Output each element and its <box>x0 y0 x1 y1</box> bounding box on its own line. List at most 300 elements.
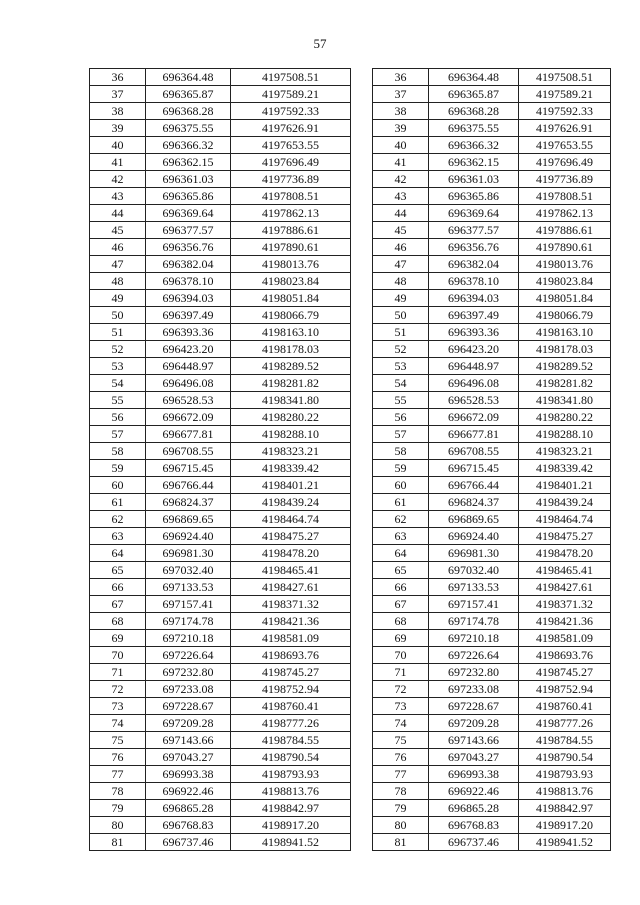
point-number-cell: 45 <box>90 222 146 239</box>
y-coordinate-cell: 4198281.82 <box>519 375 611 392</box>
point-number-cell: 47 <box>90 256 146 273</box>
point-number-cell: 69 <box>90 630 146 647</box>
x-coordinate-cell: 696677.81 <box>429 426 519 443</box>
point-number-cell: 79 <box>373 800 429 817</box>
x-coordinate-cell: 696766.44 <box>146 477 231 494</box>
point-number-cell: 73 <box>373 698 429 715</box>
y-coordinate-cell: 4197589.21 <box>231 86 351 103</box>
table-row <box>373 817 611 834</box>
table-row <box>90 698 351 715</box>
table-row <box>90 647 351 664</box>
table-row <box>373 647 611 664</box>
point-number-cell: 49 <box>373 290 429 307</box>
y-coordinate-cell: 4198941.52 <box>231 834 351 851</box>
y-coordinate-cell: 4198323.21 <box>519 443 611 460</box>
y-coordinate-cell: 4198427.61 <box>231 579 351 596</box>
y-coordinate-cell: 4197696.49 <box>519 154 611 171</box>
y-coordinate-cell: 4198421.36 <box>231 613 351 630</box>
point-number-cell: 37 <box>90 86 146 103</box>
point-number-cell: 42 <box>90 171 146 188</box>
y-coordinate-cell: 4197508.51 <box>519 69 611 86</box>
point-number-cell: 51 <box>90 324 146 341</box>
x-coordinate-cell: 697226.64 <box>429 647 519 664</box>
y-coordinate-cell: 4198793.93 <box>519 766 611 783</box>
point-number-cell: 39 <box>90 120 146 137</box>
y-coordinate-cell: 4198051.84 <box>519 290 611 307</box>
x-coordinate-cell: 696377.57 <box>429 222 519 239</box>
x-coordinate-cell: 696361.03 <box>429 171 519 188</box>
x-coordinate-cell: 696672.09 <box>429 409 519 426</box>
x-coordinate-cell: 696708.55 <box>146 443 231 460</box>
table-row <box>373 375 611 392</box>
y-coordinate-cell: 4198777.26 <box>519 715 611 732</box>
table-row <box>90 426 351 443</box>
point-number-cell: 80 <box>373 817 429 834</box>
point-number-cell: 54 <box>90 375 146 392</box>
x-coordinate-cell: 696448.97 <box>146 358 231 375</box>
point-number-cell: 56 <box>90 409 146 426</box>
x-coordinate-cell: 696365.86 <box>146 188 231 205</box>
table-row <box>90 69 351 86</box>
y-coordinate-cell: 4198371.32 <box>519 596 611 613</box>
point-number-cell: 49 <box>90 290 146 307</box>
table-row <box>373 341 611 358</box>
point-number-cell: 73 <box>90 698 146 715</box>
y-coordinate-cell: 4198693.76 <box>519 647 611 664</box>
y-coordinate-cell: 4198790.54 <box>519 749 611 766</box>
table-row <box>373 69 611 86</box>
point-number-cell: 53 <box>90 358 146 375</box>
table-row <box>90 511 351 528</box>
x-coordinate-cell: 696382.04 <box>146 256 231 273</box>
point-number-cell: 78 <box>90 783 146 800</box>
table-row <box>90 749 351 766</box>
x-coordinate-cell: 697143.66 <box>429 732 519 749</box>
x-coordinate-cell: 696375.55 <box>429 120 519 137</box>
point-number-cell: 59 <box>373 460 429 477</box>
y-coordinate-cell: 4198478.20 <box>519 545 611 562</box>
table-row <box>90 188 351 205</box>
table-row <box>90 256 351 273</box>
table-row <box>90 137 351 154</box>
point-number-cell: 41 <box>373 154 429 171</box>
table-row <box>90 664 351 681</box>
y-coordinate-cell: 4197508.51 <box>231 69 351 86</box>
table-row <box>90 290 351 307</box>
x-coordinate-cell: 696397.49 <box>429 307 519 324</box>
table-row <box>373 120 611 137</box>
table-row <box>373 426 611 443</box>
table-row <box>90 154 351 171</box>
table-row <box>373 834 611 851</box>
table-row <box>90 579 351 596</box>
y-coordinate-cell: 4198842.97 <box>231 800 351 817</box>
x-coordinate-cell: 696365.87 <box>429 86 519 103</box>
x-coordinate-cell: 696824.37 <box>146 494 231 511</box>
y-coordinate-cell: 4198051.84 <box>231 290 351 307</box>
point-number-cell: 60 <box>373 477 429 494</box>
point-number-cell: 76 <box>373 749 429 766</box>
x-coordinate-cell: 697174.78 <box>429 613 519 630</box>
table-row <box>90 205 351 222</box>
table-row <box>373 732 611 749</box>
point-number-cell: 43 <box>373 188 429 205</box>
y-coordinate-cell: 4197653.55 <box>231 137 351 154</box>
x-coordinate-cell: 696369.64 <box>429 205 519 222</box>
y-coordinate-cell: 4198464.74 <box>519 511 611 528</box>
x-coordinate-cell: 697043.27 <box>429 749 519 766</box>
x-coordinate-cell: 696824.37 <box>429 494 519 511</box>
table-row <box>373 222 611 239</box>
x-coordinate-cell: 696922.46 <box>146 783 231 800</box>
point-number-cell: 64 <box>373 545 429 562</box>
table-row <box>373 749 611 766</box>
point-number-cell: 62 <box>373 511 429 528</box>
point-number-cell: 72 <box>373 681 429 698</box>
x-coordinate-cell: 696365.86 <box>429 188 519 205</box>
coordinates-table-left <box>89 68 351 851</box>
y-coordinate-cell: 4198917.20 <box>231 817 351 834</box>
table-row <box>373 273 611 290</box>
y-coordinate-cell: 4198777.26 <box>231 715 351 732</box>
point-number-cell: 75 <box>90 732 146 749</box>
table-row <box>90 681 351 698</box>
y-coordinate-cell: 4198784.55 <box>231 732 351 749</box>
point-number-cell: 42 <box>373 171 429 188</box>
point-number-cell: 72 <box>90 681 146 698</box>
x-coordinate-cell: 696924.40 <box>146 528 231 545</box>
x-coordinate-cell: 697226.64 <box>146 647 231 664</box>
table-row <box>90 392 351 409</box>
x-coordinate-cell: 697157.41 <box>429 596 519 613</box>
y-coordinate-cell: 4197890.61 <box>519 239 611 256</box>
x-coordinate-cell: 696364.48 <box>429 69 519 86</box>
y-coordinate-cell: 4198023.84 <box>231 273 351 290</box>
x-coordinate-cell: 696708.55 <box>429 443 519 460</box>
point-number-cell: 69 <box>373 630 429 647</box>
point-number-cell: 45 <box>373 222 429 239</box>
y-coordinate-cell: 4198439.24 <box>231 494 351 511</box>
x-coordinate-cell: 696356.76 <box>429 239 519 256</box>
table-row <box>90 375 351 392</box>
x-coordinate-cell: 696715.45 <box>429 460 519 477</box>
table-row <box>373 103 611 120</box>
table-row <box>373 171 611 188</box>
x-coordinate-cell: 696869.65 <box>146 511 231 528</box>
point-number-cell: 62 <box>90 511 146 528</box>
y-coordinate-cell: 4198784.55 <box>519 732 611 749</box>
table-row <box>90 834 351 851</box>
y-coordinate-cell: 4198745.27 <box>519 664 611 681</box>
page-number: 57 <box>313 36 327 51</box>
y-coordinate-cell: 4198341.80 <box>231 392 351 409</box>
point-number-cell: 48 <box>90 273 146 290</box>
coordinates-table-right <box>372 68 611 851</box>
table-row <box>373 324 611 341</box>
y-coordinate-cell: 4197736.89 <box>519 171 611 188</box>
y-coordinate-cell: 4198288.10 <box>231 426 351 443</box>
y-coordinate-cell: 4198289.52 <box>231 358 351 375</box>
y-coordinate-cell: 4198475.27 <box>231 528 351 545</box>
y-coordinate-cell: 4198760.41 <box>519 698 611 715</box>
table-row <box>373 358 611 375</box>
y-coordinate-cell: 4198163.10 <box>231 324 351 341</box>
table-row <box>90 528 351 545</box>
point-number-cell: 54 <box>373 375 429 392</box>
y-coordinate-cell: 4198178.03 <box>231 341 351 358</box>
y-coordinate-cell: 4198581.09 <box>519 630 611 647</box>
y-coordinate-cell: 4198464.74 <box>231 511 351 528</box>
point-number-cell: 78 <box>373 783 429 800</box>
table-row <box>373 307 611 324</box>
x-coordinate-cell: 697232.80 <box>429 664 519 681</box>
table-row <box>90 732 351 749</box>
point-number-cell: 50 <box>90 307 146 324</box>
point-number-cell: 46 <box>373 239 429 256</box>
point-number-cell: 66 <box>373 579 429 596</box>
y-coordinate-cell: 4198693.76 <box>231 647 351 664</box>
point-number-cell: 71 <box>90 664 146 681</box>
x-coordinate-cell: 696496.08 <box>146 375 231 392</box>
y-coordinate-cell: 4198163.10 <box>519 324 611 341</box>
x-coordinate-cell: 697232.80 <box>146 664 231 681</box>
point-number-cell: 66 <box>90 579 146 596</box>
x-coordinate-cell: 696737.46 <box>429 834 519 851</box>
table-row <box>373 528 611 545</box>
point-number-cell: 58 <box>90 443 146 460</box>
table-row <box>373 800 611 817</box>
x-coordinate-cell: 697133.53 <box>429 579 519 596</box>
x-coordinate-cell: 696737.46 <box>146 834 231 851</box>
x-coordinate-cell: 696865.28 <box>429 800 519 817</box>
table-row <box>90 103 351 120</box>
x-coordinate-cell: 696865.28 <box>146 800 231 817</box>
table-row <box>373 698 611 715</box>
y-coordinate-cell: 4198478.20 <box>231 545 351 562</box>
x-coordinate-cell: 696378.10 <box>146 273 231 290</box>
x-coordinate-cell: 696528.53 <box>146 392 231 409</box>
x-coordinate-cell: 696362.15 <box>146 154 231 171</box>
x-coordinate-cell: 696361.03 <box>146 171 231 188</box>
table-row <box>90 545 351 562</box>
table-row <box>373 188 611 205</box>
point-number-cell: 65 <box>90 562 146 579</box>
point-number-cell: 63 <box>90 528 146 545</box>
table-row <box>373 545 611 562</box>
x-coordinate-cell: 696368.28 <box>146 103 231 120</box>
x-coordinate-cell: 696766.44 <box>429 477 519 494</box>
point-number-cell: 80 <box>90 817 146 834</box>
x-coordinate-cell: 697228.67 <box>146 698 231 715</box>
y-coordinate-cell: 4198341.80 <box>519 392 611 409</box>
point-number-cell: 81 <box>373 834 429 851</box>
point-number-cell: 38 <box>90 103 146 120</box>
point-number-cell: 71 <box>373 664 429 681</box>
table-row <box>90 562 351 579</box>
table-row <box>90 409 351 426</box>
x-coordinate-cell: 697174.78 <box>146 613 231 630</box>
table-row <box>373 664 611 681</box>
y-coordinate-cell: 4197696.49 <box>231 154 351 171</box>
table-row <box>373 715 611 732</box>
y-coordinate-cell: 4197862.13 <box>519 205 611 222</box>
table-row <box>373 562 611 579</box>
table-row <box>373 137 611 154</box>
point-number-cell: 51 <box>373 324 429 341</box>
point-number-cell: 36 <box>90 69 146 86</box>
point-number-cell: 70 <box>373 647 429 664</box>
y-coordinate-cell: 4198475.27 <box>519 528 611 545</box>
x-coordinate-cell: 696672.09 <box>146 409 231 426</box>
x-coordinate-cell: 697133.53 <box>146 579 231 596</box>
y-coordinate-cell: 4197862.13 <box>231 205 351 222</box>
x-coordinate-cell: 697209.28 <box>146 715 231 732</box>
y-coordinate-cell: 4198401.21 <box>519 477 611 494</box>
table-row <box>373 596 611 613</box>
coordinates-table-left-body <box>90 69 351 851</box>
x-coordinate-cell: 696768.83 <box>146 817 231 834</box>
point-number-cell: 63 <box>373 528 429 545</box>
point-number-cell: 40 <box>90 137 146 154</box>
x-coordinate-cell: 696364.48 <box>146 69 231 86</box>
x-coordinate-cell: 697143.66 <box>146 732 231 749</box>
y-coordinate-cell: 4197736.89 <box>231 171 351 188</box>
point-number-cell: 59 <box>90 460 146 477</box>
table-row <box>90 766 351 783</box>
y-coordinate-cell: 4197886.61 <box>519 222 611 239</box>
y-coordinate-cell: 4197808.51 <box>231 188 351 205</box>
table-row <box>373 256 611 273</box>
table-row <box>90 341 351 358</box>
y-coordinate-cell: 4198178.03 <box>519 341 611 358</box>
table-row <box>90 358 351 375</box>
x-coordinate-cell: 696528.53 <box>429 392 519 409</box>
x-coordinate-cell: 696365.87 <box>146 86 231 103</box>
y-coordinate-cell: 4198790.54 <box>231 749 351 766</box>
x-coordinate-cell: 696366.32 <box>146 137 231 154</box>
point-number-cell: 43 <box>90 188 146 205</box>
table-row <box>373 766 611 783</box>
y-coordinate-cell: 4198066.79 <box>231 307 351 324</box>
table-row <box>90 817 351 834</box>
y-coordinate-cell: 4198745.27 <box>231 664 351 681</box>
point-number-cell: 61 <box>373 494 429 511</box>
x-coordinate-cell: 697209.28 <box>429 715 519 732</box>
y-coordinate-cell: 4198339.42 <box>519 460 611 477</box>
table-row <box>373 630 611 647</box>
y-coordinate-cell: 4197653.55 <box>519 137 611 154</box>
point-number-cell: 38 <box>373 103 429 120</box>
point-number-cell: 56 <box>373 409 429 426</box>
y-coordinate-cell: 4197589.21 <box>519 86 611 103</box>
x-coordinate-cell: 696715.45 <box>146 460 231 477</box>
table-row <box>373 205 611 222</box>
point-number-cell: 79 <box>90 800 146 817</box>
table-row <box>90 494 351 511</box>
point-number-cell: 70 <box>90 647 146 664</box>
y-coordinate-cell: 4198371.32 <box>231 596 351 613</box>
x-coordinate-cell: 696377.57 <box>146 222 231 239</box>
point-number-cell: 50 <box>373 307 429 324</box>
x-coordinate-cell: 696382.04 <box>429 256 519 273</box>
x-coordinate-cell: 696981.30 <box>429 545 519 562</box>
y-coordinate-cell: 4198013.76 <box>519 256 611 273</box>
point-number-cell: 76 <box>90 749 146 766</box>
y-coordinate-cell: 4197626.91 <box>231 120 351 137</box>
x-coordinate-cell: 696869.65 <box>429 511 519 528</box>
coordinates-table-right-body <box>373 69 611 851</box>
point-number-cell: 36 <box>373 69 429 86</box>
table-row <box>373 409 611 426</box>
x-coordinate-cell: 696362.15 <box>429 154 519 171</box>
y-coordinate-cell: 4198280.22 <box>231 409 351 426</box>
table-row <box>90 171 351 188</box>
x-coordinate-cell: 696366.32 <box>429 137 519 154</box>
y-coordinate-cell: 4198066.79 <box>519 307 611 324</box>
x-coordinate-cell: 697043.27 <box>146 749 231 766</box>
point-number-cell: 61 <box>90 494 146 511</box>
x-coordinate-cell: 696393.36 <box>429 324 519 341</box>
point-number-cell: 41 <box>90 154 146 171</box>
table-row <box>373 239 611 256</box>
point-number-cell: 40 <box>373 137 429 154</box>
y-coordinate-cell: 4198339.42 <box>231 460 351 477</box>
x-coordinate-cell: 696397.49 <box>146 307 231 324</box>
point-number-cell: 39 <box>373 120 429 137</box>
point-number-cell: 57 <box>90 426 146 443</box>
point-number-cell: 77 <box>373 766 429 783</box>
y-coordinate-cell: 4197592.33 <box>519 103 611 120</box>
x-coordinate-cell: 696496.08 <box>429 375 519 392</box>
point-number-cell: 57 <box>373 426 429 443</box>
table-row <box>373 783 611 800</box>
x-coordinate-cell: 696448.97 <box>429 358 519 375</box>
y-coordinate-cell: 4198281.82 <box>231 375 351 392</box>
y-coordinate-cell: 4198752.94 <box>519 681 611 698</box>
y-coordinate-cell: 4198323.21 <box>231 443 351 460</box>
point-number-cell: 37 <box>373 86 429 103</box>
point-number-cell: 65 <box>373 562 429 579</box>
point-number-cell: 74 <box>373 715 429 732</box>
x-coordinate-cell: 697233.08 <box>429 681 519 698</box>
point-number-cell: 46 <box>90 239 146 256</box>
x-coordinate-cell: 696922.46 <box>429 783 519 800</box>
table-row <box>373 511 611 528</box>
table-row <box>90 222 351 239</box>
table-row <box>90 307 351 324</box>
y-coordinate-cell: 4198752.94 <box>231 681 351 698</box>
y-coordinate-cell: 4198465.41 <box>231 562 351 579</box>
y-coordinate-cell: 4198427.61 <box>519 579 611 596</box>
x-coordinate-cell: 696993.38 <box>429 766 519 783</box>
y-coordinate-cell: 4198760.41 <box>231 698 351 715</box>
table-row <box>373 681 611 698</box>
y-coordinate-cell: 4197592.33 <box>231 103 351 120</box>
point-number-cell: 47 <box>373 256 429 273</box>
y-coordinate-cell: 4198813.76 <box>519 783 611 800</box>
point-number-cell: 68 <box>90 613 146 630</box>
point-number-cell: 58 <box>373 443 429 460</box>
point-number-cell: 52 <box>90 341 146 358</box>
table-row <box>90 239 351 256</box>
x-coordinate-cell: 696356.76 <box>146 239 231 256</box>
x-coordinate-cell: 696369.64 <box>146 205 231 222</box>
point-number-cell: 81 <box>90 834 146 851</box>
y-coordinate-cell: 4198280.22 <box>519 409 611 426</box>
table-row <box>90 596 351 613</box>
x-coordinate-cell: 696378.10 <box>429 273 519 290</box>
point-number-cell: 52 <box>373 341 429 358</box>
